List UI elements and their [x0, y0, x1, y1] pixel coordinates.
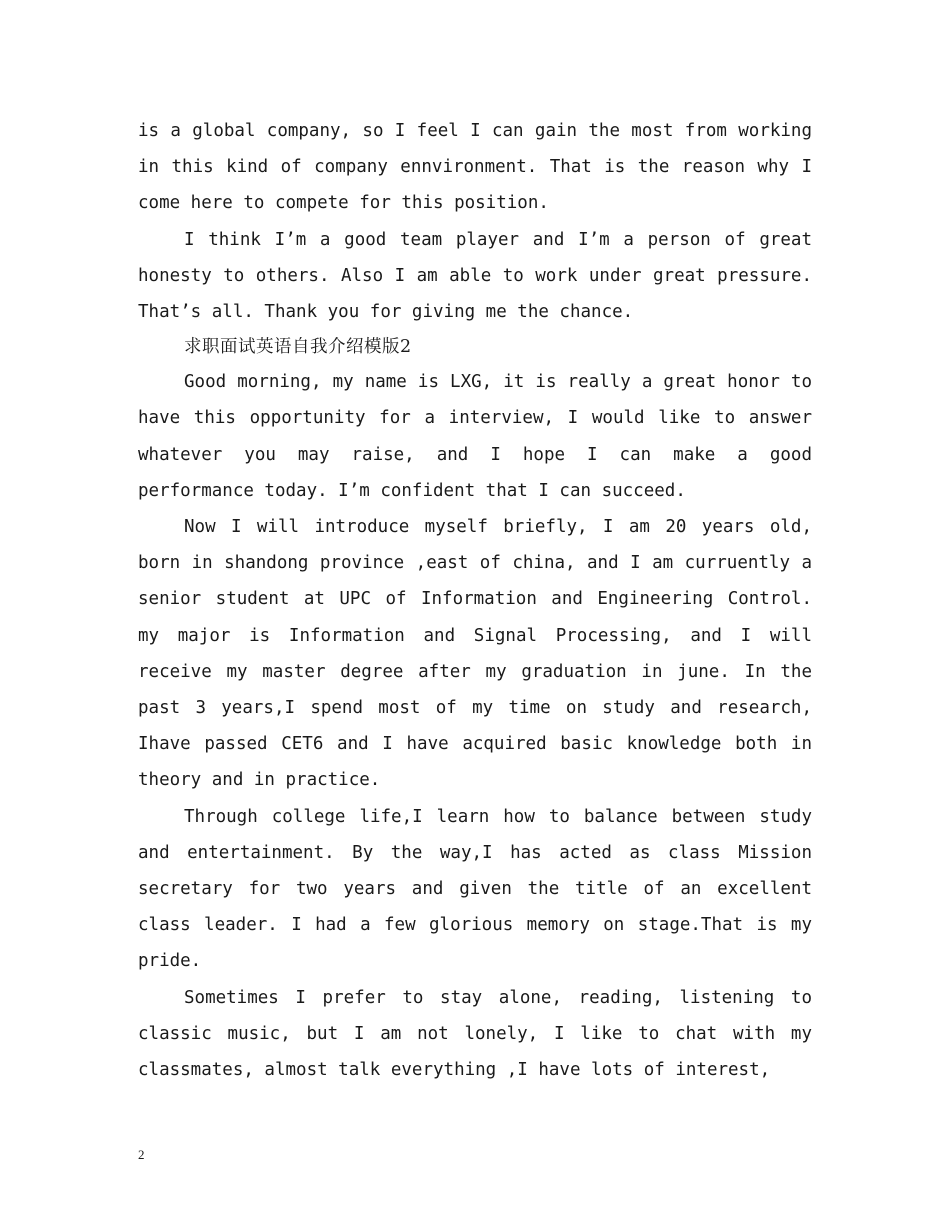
- page-body: [138, 113, 812, 1088]
- paragraph-team-player: I think I’m a good team player and I’m a person of great honesty to others. Also I am able to work under great pressure. That’s all. Thank you for giving me the chance.: [138, 229, 812, 323]
- paragraph-greeting: Good morning, my name is LXG, it is really a great honor to have this opportunity for a interview, I would like to answer whatever you may raise, and I hope I can make a good performance today. I’m confident that I can succeed.: [138, 372, 812, 501]
- paragraph-hobbies: Sometimes I prefer to stay alone, reading, listening to classic music, but I am not lonely, I like to chat with my classmates, almost talk everything ,I have lots of interest,: [138, 987, 812, 1081]
- paragraph-college-life: Through college life,I learn how to balance between study and entertainment. By the way,I has acted as class Mission secretary for two years and given the title of an excellent class leader. I had a few glorious memory on stage.That is my pride.: [138, 806, 812, 972]
- section-heading: 求职面试英语自我介绍模版2: [184, 337, 412, 358]
- page-number: 2: [138, 1147, 145, 1162]
- paragraph-introduction: Now I will introduce myself briefly, I am 20 years old, born in shandong province ,east of china, and I am curruently a senior student at UPC of Information and Engineering Control. my major is Information and Signal Processing, and I will receive my master degree after my graduation in june. In the past 3 years,I spend most of my time on study and research, Ihave passed CET6 and I have acquired basic knowledge both in theory and in practice.: [138, 517, 812, 791]
- paragraph-continued: is a global company, so I feel I can gain the most from working in this kind of company ennvironment. That is the reason why I come here to compete for this position.: [138, 121, 812, 214]
